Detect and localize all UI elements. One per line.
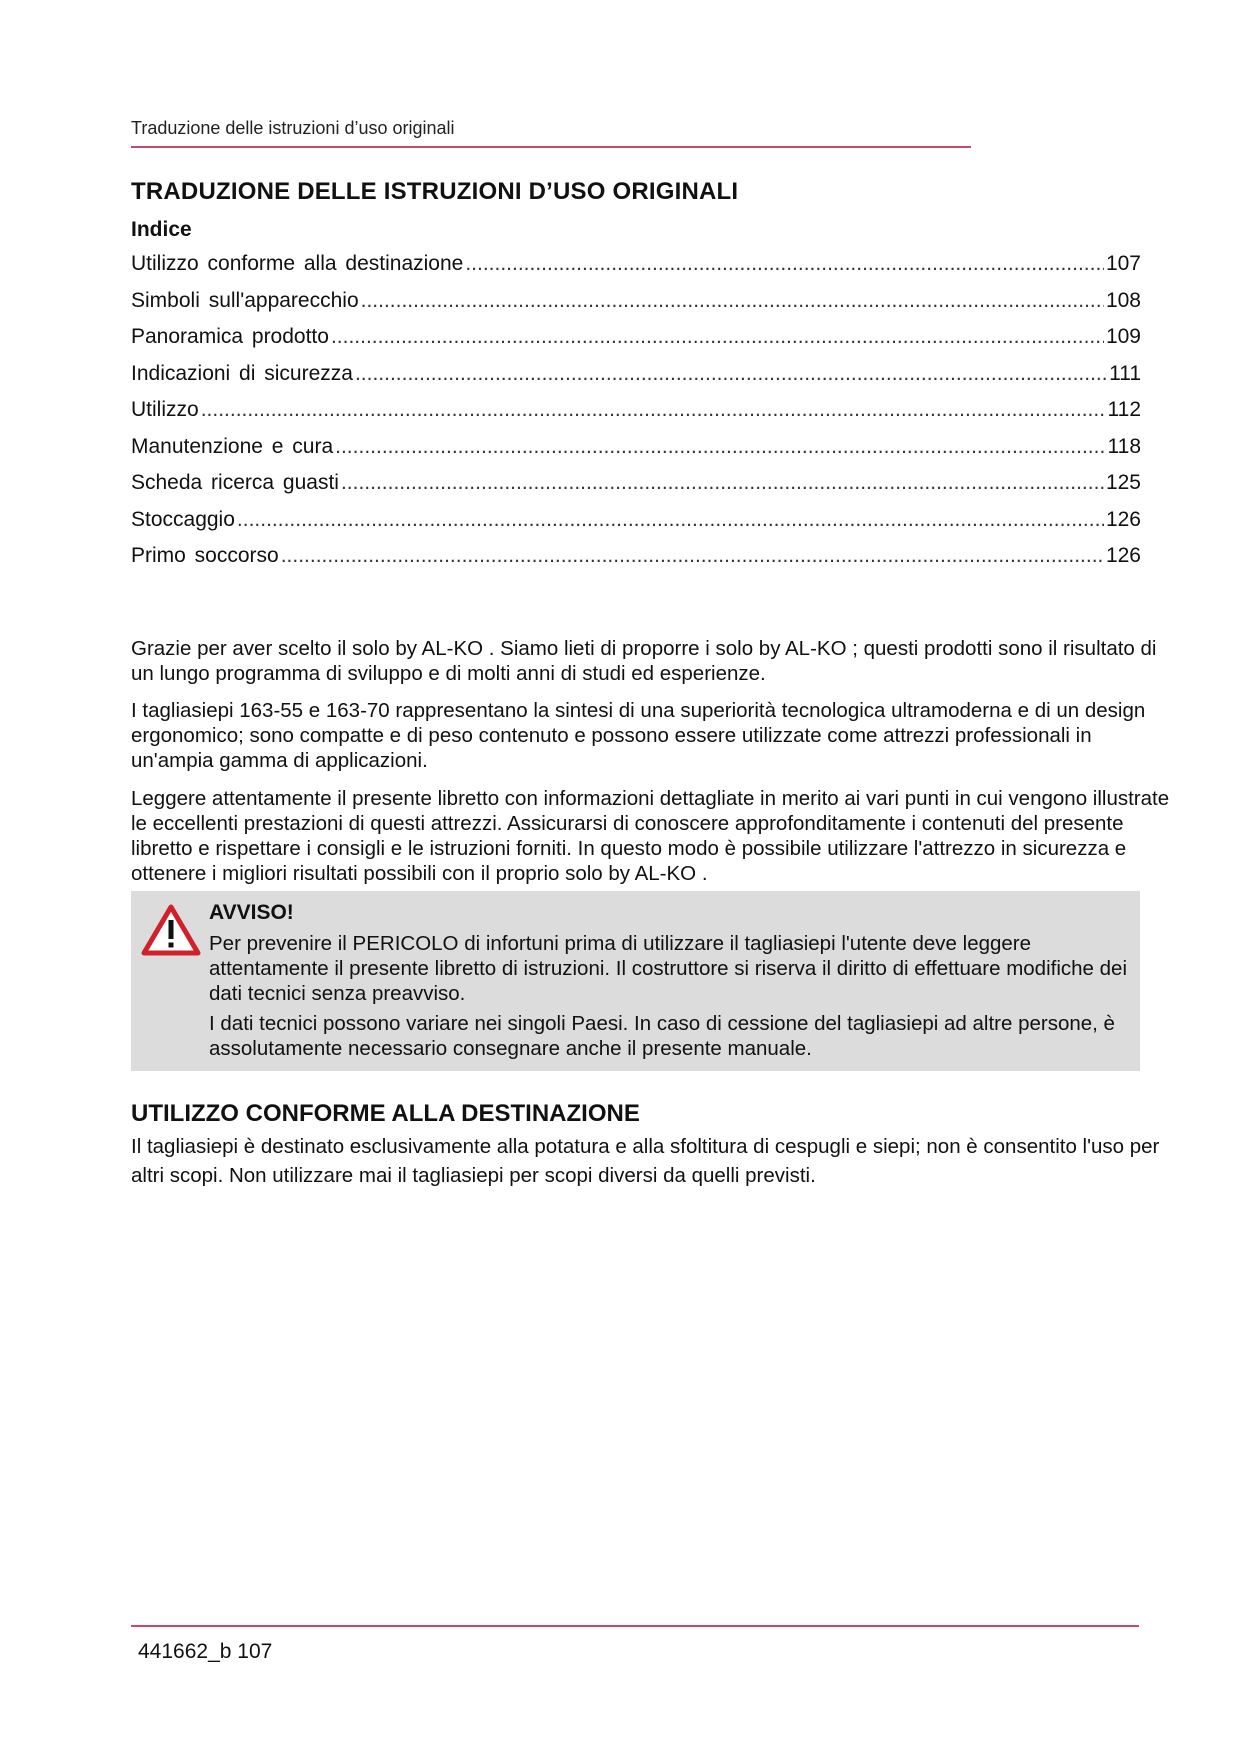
intro-paragraph-3: Leggere attentamente il presente libretto con informazioni dettagliate in merito ai vari punti in cui vengono illustrate le eccellenti prestazioni di questi attrezzi. Assicurarsi di conoscere approfonditamente i contenuti del presente libretto e rispettare i consigli e le istruzioni forniti. In questo modo è possibile utilizzare l'attrezzo in sicurezza e ottenere i migliori risultati possibili con il proprio solo by AL-KO . [131, 787, 1170, 885]
toc-entry-label: Utilizzo conforme alla destinazione [131, 252, 464, 275]
toc-entry-page: 108 [1105, 288, 1141, 312]
section-paragraph: Il tagliasiepi è destinato esclusivamente alla potatura e alla sfoltitura di cespugli e siepi; non è consentito l'uso per altri scopi. Non utilizzare mai il tagliasiepi per scopi diversi da quelli previsti. [131, 1135, 1160, 1187]
toc-entry-label: Manutenzione e cura [131, 434, 334, 458]
toc-entry[interactable] [131, 289, 1141, 326]
toc-leader-dots [237, 508, 1104, 532]
toc-leader-dots [361, 289, 1104, 313]
toc-leader-dots [201, 398, 1106, 422]
toc-entry-page: 126 [1105, 507, 1141, 531]
toc-leader-dots [281, 544, 1104, 568]
section-title: UTILIZZO CONFORME ALLA DESTINAZIONE [131, 1100, 640, 1127]
footer-rule [131, 1625, 1139, 1627]
toc-entry-page: 126 [1105, 544, 1141, 567]
toc-entry-page: 125 [1105, 471, 1141, 494]
toc-leader-dots [465, 252, 1104, 276]
toc-entry-label: Indicazioni di sicurezza [131, 361, 353, 385]
toc-entry-page: 111 [1109, 361, 1141, 385]
warning-text-1: Per prevenire il PERICOLO di infortuni prima di utilizzare il tagliasiepi l'utente deve leggere attentamente il presente libretto di istruzioni. Il costruttore si riserva il diritto di effettuare modifiche dei dati tecnici senza preavviso. [209, 932, 1127, 1005]
toc-heading: Indice [131, 218, 192, 241]
toc-entry-page: 107 [1105, 252, 1141, 275]
toc-entry-page: 109 [1105, 325, 1141, 348]
document-title: TRADUZIONE DELLE ISTRUZIONI D’USO ORIGINALI [131, 178, 739, 205]
toc-leader-dots [341, 471, 1104, 495]
toc-entry[interactable] [131, 544, 1141, 581]
toc-entry[interactable] [131, 435, 1141, 472]
warning-triangle-icon [141, 903, 201, 957]
table-of-contents [131, 252, 1141, 581]
toc-entry-label: Utilizzo [131, 398, 199, 421]
toc-entry[interactable] [131, 508, 1141, 545]
toc-leader-dots [331, 325, 1104, 349]
toc-entry-label: Panoramica prodotto [131, 325, 329, 348]
toc-leader-dots [355, 362, 1107, 386]
warning-title: AVVISO! [209, 901, 294, 924]
intro-paragraph-1: Grazie per aver scelto il solo by AL-KO . Siamo lieti di proporre i solo by AL-KO ; questi prodotti sono il risultato di un lungo programma di sviluppo e di molti anni di studi ed esperienze. [131, 637, 1157, 685]
toc-entry[interactable] [131, 252, 1141, 289]
toc-entry-label: Primo soccorso [131, 544, 279, 567]
toc-entry[interactable] [131, 325, 1141, 362]
toc-entry-label: Scheda ricerca guasti [131, 471, 339, 494]
toc-entry[interactable] [131, 398, 1141, 435]
toc-entry[interactable] [131, 471, 1141, 508]
toc-leader-dots [335, 435, 1105, 459]
page-footer: 441662_b 107 [138, 1640, 273, 1663]
toc-entry[interactable] [131, 362, 1141, 399]
toc-entry-label: Stoccaggio [131, 507, 235, 531]
running-header: Traduzione delle istruzioni d’uso originali [131, 118, 455, 138]
warning-box [131, 891, 1140, 1071]
toc-entry-label: Simboli sull'apparecchio [131, 288, 359, 312]
warning-text-2: I dati tecnici possono variare nei singoli Paesi. In caso di cessione del tagliasiepi ad altre persone, è assolutamente necessario consegnare anche il presente manuale. [209, 1012, 1115, 1060]
intro-paragraph-2: I tagliasiepi 163-55 e 163-70 rappresentano la sintesi di una superiorità tecnologica ultramoderna e di un design ergonomico; sono compatte e di peso contenuto e possono essere utilizzate come attrezzi professionali in un'ampia gamma di applicazioni. [131, 699, 1146, 772]
toc-entry-page: 118 [1107, 434, 1141, 458]
toc-entry-page: 112 [1107, 398, 1141, 421]
header-rule [131, 146, 971, 148]
